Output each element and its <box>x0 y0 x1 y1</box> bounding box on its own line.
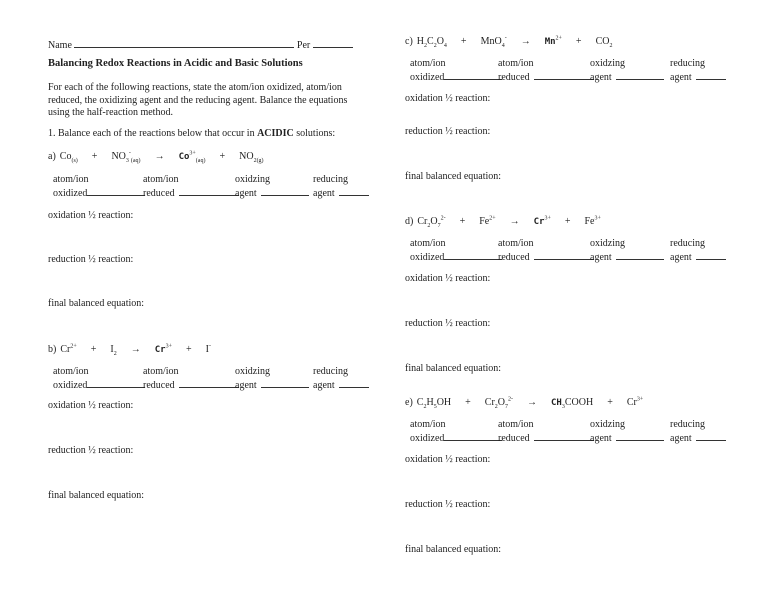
name-label: Name <box>48 40 72 51</box>
arrow-icon: → <box>527 397 538 409</box>
field-label: atom/ion <box>143 366 179 377</box>
answer-blank[interactable] <box>534 70 594 80</box>
superscript: 3+ <box>636 397 644 403</box>
field-label <box>410 250 502 264</box>
reaction-equation <box>405 397 657 410</box>
final-equation-label: final balanced equation: <box>405 171 502 182</box>
field-label: agent <box>590 433 612 444</box>
superscript: 3+ <box>165 344 172 350</box>
field-label: reducing <box>313 174 348 185</box>
superscript: - <box>128 151 131 157</box>
field-label: oxidzing <box>590 419 625 430</box>
formula-text: OH <box>436 397 452 409</box>
field-label: agent <box>235 380 257 391</box>
field-label <box>53 186 145 200</box>
formula-text: NO <box>111 151 126 163</box>
answer-blank[interactable] <box>616 431 664 441</box>
subscript: 2 <box>609 43 613 50</box>
oxidized-field[interactable] <box>53 366 145 392</box>
field-label: agent <box>590 72 612 83</box>
superscript: 2- <box>508 397 514 403</box>
field-label: agent <box>313 380 335 391</box>
answer-blank[interactable] <box>444 250 502 260</box>
subscript: 3 <box>125 158 129 165</box>
formula-text: Cr <box>626 397 637 409</box>
reduced-field[interactable] <box>143 174 239 200</box>
field-label: reduced <box>498 72 530 83</box>
answer-blank[interactable] <box>261 186 309 196</box>
field-label <box>498 250 594 264</box>
formula-text: Cr <box>60 344 71 356</box>
page-title: Balancing Redox Reactions in Acidic and Basic Solutions <box>48 58 303 69</box>
name-field[interactable] <box>48 38 353 51</box>
field-label <box>143 378 239 392</box>
answer-blank[interactable] <box>696 250 726 260</box>
answer-blank[interactable] <box>179 378 239 388</box>
chemical-species <box>110 344 117 358</box>
superscript: 2- <box>440 216 446 222</box>
field-label <box>235 186 309 200</box>
name-blank <box>74 38 294 48</box>
chemical-species <box>551 397 594 411</box>
subscript: (s) <box>71 158 78 165</box>
field-label: oxidized <box>53 188 88 199</box>
oxidation-half-reaction-label: oxidation ½ reaction: <box>405 273 491 284</box>
superscript: 2+ <box>70 344 77 350</box>
reaction-letter: b) <box>48 344 57 356</box>
reaction-letter: e) <box>405 397 413 409</box>
formula-text: I <box>110 344 114 356</box>
subscript: 7 <box>437 223 441 230</box>
field-label <box>590 431 664 445</box>
reaction-letter: d) <box>405 216 414 228</box>
plus-sign: + <box>564 216 571 228</box>
reaction-equation <box>405 216 615 229</box>
field-label: reducing <box>670 58 705 69</box>
field-label: agent <box>235 188 257 199</box>
per-label: Per <box>296 40 311 51</box>
field-label: reduced <box>498 433 530 444</box>
chemical-species <box>59 151 78 165</box>
field-label: agent <box>590 252 612 263</box>
arrow-icon: → <box>520 36 531 48</box>
subscript: 2 <box>427 223 431 230</box>
arrow-icon: → <box>130 344 141 356</box>
answer-blank[interactable] <box>534 250 594 260</box>
chemical-species <box>417 216 446 230</box>
oxagent-field[interactable] <box>590 58 664 84</box>
redagent-field[interactable] <box>313 366 369 392</box>
chemical-species <box>111 151 141 165</box>
final-equation-label: final balanced equation: <box>405 363 502 374</box>
field-label: agent <box>670 433 692 444</box>
subscript: 4 <box>501 43 505 50</box>
chemical-species <box>178 151 206 165</box>
formula-text: Cr <box>154 345 166 356</box>
field-label: oxidzing <box>235 174 270 185</box>
answer-blank[interactable] <box>179 186 239 196</box>
reaction-letter: c) <box>405 36 413 48</box>
final-equation-label: final balanced equation: <box>48 298 145 309</box>
superscript: 3+ <box>189 151 196 157</box>
answer-blank[interactable] <box>696 431 726 441</box>
redagent-field[interactable] <box>313 174 369 200</box>
answer-blank[interactable] <box>696 70 726 80</box>
field-label: oxidzing <box>590 238 625 249</box>
redagent-field[interactable] <box>670 238 726 264</box>
answer-blank[interactable] <box>339 378 369 388</box>
oxagent-field[interactable] <box>590 419 664 445</box>
oxidation-half-reaction-label: oxidation ½ reaction: <box>48 210 134 221</box>
answer-blank[interactable] <box>339 186 369 196</box>
oxidized-field[interactable] <box>410 58 502 84</box>
reduction-half-reaction-label: reduction ½ reaction: <box>405 499 491 510</box>
plus-sign: + <box>185 344 192 356</box>
oxagent-field[interactable] <box>590 238 664 264</box>
arrow-icon: → <box>154 151 165 163</box>
field-label: agent <box>670 252 692 263</box>
subscript: 2 <box>433 43 437 50</box>
chemical-species <box>584 216 600 227</box>
formula-text: Co <box>59 151 72 163</box>
formula-text: MnO <box>480 36 502 48</box>
field-label <box>670 431 726 445</box>
field-label <box>143 186 239 200</box>
formula-text: O <box>436 36 444 48</box>
field-label: oxidzing <box>590 58 625 69</box>
field-label: oxidzing <box>235 366 270 377</box>
field-label: atom/ion <box>143 174 179 185</box>
formula-text: Cr <box>484 397 495 409</box>
answer-blank[interactable] <box>616 250 664 260</box>
field-label: agent <box>670 72 692 83</box>
field-label: reducing <box>670 238 705 249</box>
formula-text: O <box>497 397 506 409</box>
chemical-species <box>480 36 507 50</box>
superscript: 2+ <box>489 216 496 222</box>
formula-text: NO <box>239 151 254 163</box>
reaction-equation <box>48 344 225 357</box>
formula-text: Fe <box>479 216 490 228</box>
superscript: 3+ <box>544 216 551 222</box>
field-label <box>498 70 594 84</box>
subscript: 3 <box>561 404 565 411</box>
field-label: atom/ion <box>498 58 534 69</box>
oxagent-field[interactable] <box>235 174 309 200</box>
chemical-species <box>595 36 613 50</box>
reduced-field[interactable] <box>498 238 594 264</box>
chemical-species <box>206 344 211 355</box>
formula-text: Cr <box>533 217 545 228</box>
field-label: reducing <box>670 419 705 430</box>
formula-text: Cr <box>417 216 428 228</box>
field-label <box>410 431 502 445</box>
answer-blank[interactable] <box>87 186 145 196</box>
reduction-half-reaction-label: reduction ½ reaction: <box>405 318 491 329</box>
plus-sign: + <box>219 151 226 163</box>
field-label: reduced <box>143 188 175 199</box>
field-label: atom/ion <box>410 58 446 69</box>
chemical-species <box>60 344 76 355</box>
subscript: 2 <box>494 404 498 411</box>
reduced-field[interactable] <box>498 419 594 445</box>
formula-text: I <box>205 344 209 356</box>
chemical-species <box>416 36 447 50</box>
field-label: agent <box>313 188 335 199</box>
subscript: 4 <box>443 43 447 50</box>
field-label <box>235 378 309 392</box>
reduction-half-reaction-label: reduction ½ reaction: <box>48 445 134 456</box>
redagent-field[interactable] <box>670 419 726 445</box>
answer-blank[interactable] <box>444 431 502 441</box>
superscript: - <box>504 36 507 42</box>
answer-blank[interactable] <box>444 70 502 80</box>
plus-sign: + <box>575 36 582 48</box>
oxidized-field[interactable] <box>53 174 145 200</box>
field-label: oxidized <box>410 433 445 444</box>
field-label: reducing <box>313 366 348 377</box>
formula-text: H <box>416 36 425 48</box>
formula-text: Fe <box>584 216 595 228</box>
subscript: 2 <box>113 351 117 358</box>
reduced-field[interactable] <box>143 366 239 392</box>
field-label: reduced <box>143 380 175 391</box>
plus-sign: + <box>459 216 466 228</box>
chemical-species <box>534 216 551 227</box>
field-label: reduced <box>498 252 530 263</box>
reaction-letter: a) <box>48 151 56 163</box>
subscript: 2(g) <box>253 158 264 165</box>
field-label: atom/ion <box>410 419 446 430</box>
field-label: atom/ion <box>498 238 534 249</box>
answer-blank[interactable] <box>87 378 145 388</box>
reduction-half-reaction-label: reduction ½ reaction: <box>48 254 134 265</box>
field-label: oxidized <box>410 72 445 83</box>
field-label: atom/ion <box>410 238 446 249</box>
superscript: - <box>208 344 211 350</box>
q1-suffix: solutions: <box>293 128 336 139</box>
formula-text: COOH <box>564 397 594 409</box>
field-label: atom/ion <box>53 174 89 185</box>
formula-text: C <box>416 397 424 409</box>
redagent-field[interactable] <box>670 58 726 84</box>
superscript: 2+ <box>555 36 562 42</box>
final-equation-label: final balanced equation: <box>405 544 502 555</box>
formula-text: Mn <box>544 37 556 48</box>
formula-text: C <box>427 36 434 48</box>
reduced-field[interactable] <box>498 58 594 84</box>
field-label: oxidized <box>53 380 88 391</box>
reaction-equation <box>48 151 278 164</box>
answer-blank[interactable] <box>534 431 594 441</box>
formula-text: CO <box>595 36 610 48</box>
plus-sign: + <box>465 397 471 409</box>
arrow-icon: → <box>509 216 520 228</box>
instructions: For each of the following reactions, state the atom/ion oxidized, atom/ion reduced, the oxidizing agent and the reducing agent. Balance the equations using the half-reaction method. <box>48 82 348 118</box>
field-label <box>410 70 502 84</box>
field-label <box>670 70 726 84</box>
chemical-species <box>239 151 264 165</box>
formula-text: H <box>426 397 434 409</box>
formula-text: Co <box>178 152 190 163</box>
reduction-half-reaction-label: reduction ½ reaction: <box>405 126 491 137</box>
oxidation-half-reaction-label: oxidation ½ reaction: <box>405 93 491 104</box>
formula-text: CH <box>551 398 562 409</box>
chemical-species <box>627 397 643 408</box>
oxidation-half-reaction-label: oxidation ½ reaction: <box>405 454 491 465</box>
field-label <box>53 378 145 392</box>
plus-sign: + <box>91 151 98 163</box>
chemical-species <box>545 36 562 47</box>
subscript: 2 <box>424 43 428 50</box>
oxidized-field[interactable] <box>410 419 502 445</box>
answer-blank[interactable] <box>261 378 309 388</box>
chemical-species <box>155 344 172 355</box>
field-label <box>313 378 369 392</box>
q1-prefix: 1. Balance each of the reactions below that occur in <box>48 128 258 139</box>
field-label <box>590 70 664 84</box>
question-1 <box>48 128 335 139</box>
field-label <box>670 250 726 264</box>
field-label <box>313 186 369 200</box>
subscript: 2 <box>423 404 427 411</box>
reaction-equation <box>405 36 626 49</box>
subscript: 7 <box>505 404 509 411</box>
subscript: (aq) <box>130 158 141 165</box>
q1-emphasis: ACIDIC <box>257 128 294 139</box>
oxidized-field[interactable] <box>410 238 502 264</box>
field-label <box>590 250 664 264</box>
field-label <box>498 431 594 445</box>
per-blank[interactable] <box>313 38 353 48</box>
answer-blank[interactable] <box>616 70 664 80</box>
subscript: (aq) <box>195 158 206 165</box>
chemical-species <box>416 397 452 411</box>
chemical-species <box>479 216 495 227</box>
final-equation-label: final balanced equation: <box>48 490 145 501</box>
plus-sign: + <box>90 344 97 356</box>
field-label: atom/ion <box>498 419 534 430</box>
plus-sign: + <box>607 397 613 409</box>
field-label: atom/ion <box>53 366 89 377</box>
chemical-species <box>484 397 514 411</box>
field-label: oxidized <box>410 252 445 263</box>
oxagent-field[interactable] <box>235 366 309 392</box>
oxidation-half-reaction-label: oxidation ½ reaction: <box>48 400 134 411</box>
plus-sign: + <box>460 36 467 48</box>
subscript: 5 <box>433 404 437 411</box>
superscript: 3+ <box>594 216 601 222</box>
formula-text: O <box>430 216 438 228</box>
